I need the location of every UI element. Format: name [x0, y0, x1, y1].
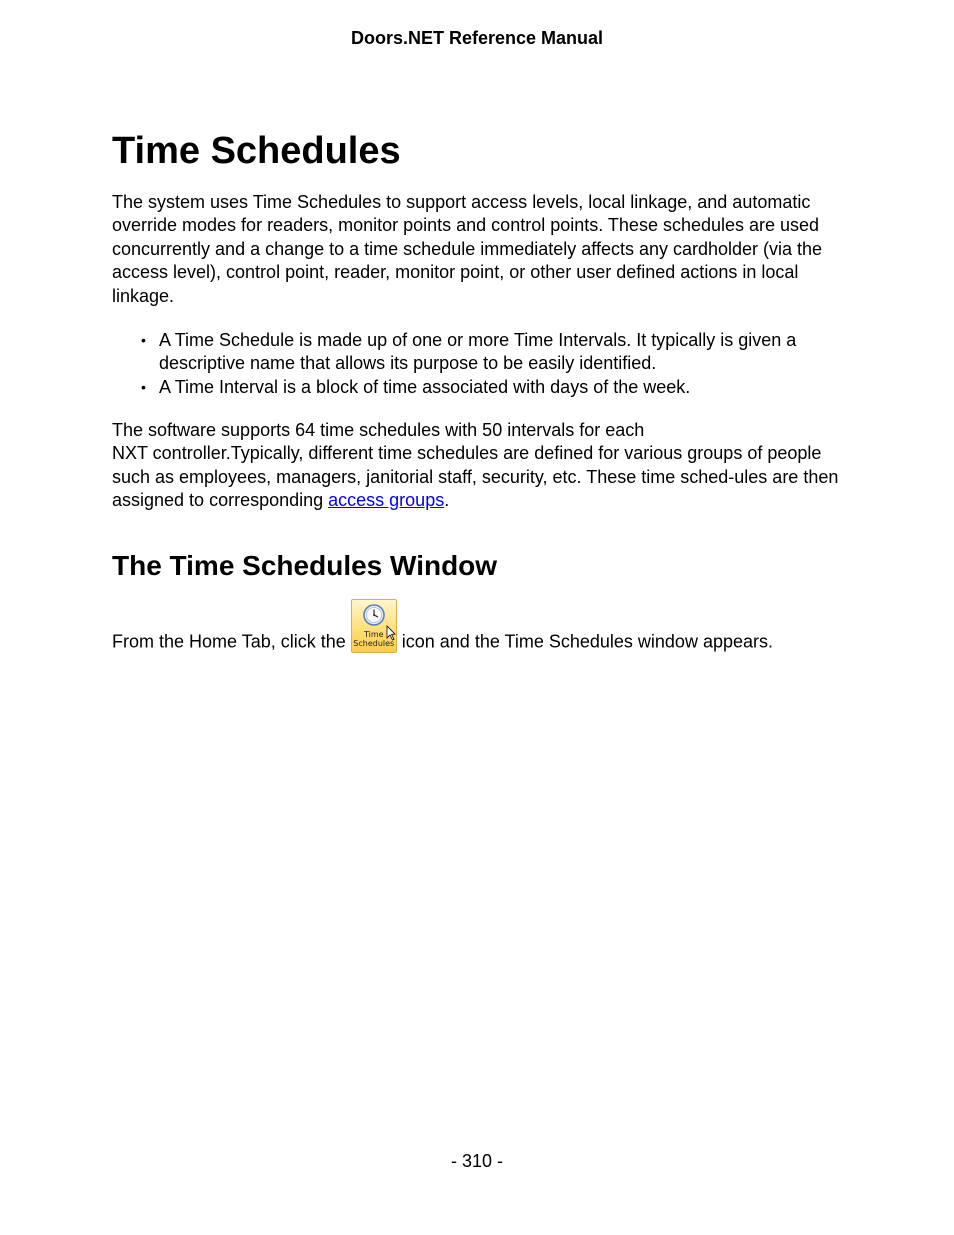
instruction-text-after: icon and the Time Schedules window appears.: [401, 631, 773, 652]
page-number: - 310 -: [450, 1151, 504, 1171]
list-item-text: A Time Schedule is made up of one or more Time Intervals. It typically is given a descriptive name that allows its purpose to be easily identified.: [159, 330, 797, 374]
list-item: [112, 329, 847, 376]
bullet-marker: •: [141, 332, 146, 348]
running-header: Doors.NET Reference Manual: [350, 28, 604, 48]
icon-label-line2: Schedules: [353, 639, 395, 648]
list-item-text: A Time Interval is a block of time associated with days of the week.: [159, 376, 691, 397]
access-groups-link[interactable]: access groups: [328, 490, 445, 511]
time-schedules-icon: [351, 599, 397, 653]
home-tab-instruction: [112, 599, 773, 659]
icon-label-line1: Time: [363, 630, 384, 639]
section-heading: The Time Schedules Window: [112, 550, 498, 581]
support-paragraph-body: NXT controller.Typically, different time schedules are defined for various groups of people such as employees, managers, janitorial staff, security, etc. These time sched-ules are then assigned to corresponding: [112, 443, 839, 511]
page-title: Time Schedules: [112, 130, 401, 172]
intro-paragraph: The system uses Time Schedules to support access levels, local linkage, and automatic override modes for readers, monitor points and control points. These schedules are used concurrently and a change to a time schedule immediately affects any cardholder (via the access level), control point, reader, monitor point, or other user defined actions in local linkage.: [112, 192, 823, 306]
bullet-list: [112, 329, 847, 399]
time-schedules-icon-label: [352, 630, 396, 648]
list-item: [112, 376, 847, 399]
support-paragraph-line1: The software supports 64 time schedules with 50 intervals for each: [112, 420, 645, 440]
support-paragraph-tail: .: [444, 490, 450, 511]
support-paragraph: [112, 419, 847, 513]
instruction-text-before: From the Home Tab, click the: [112, 631, 346, 652]
bullet-marker: •: [141, 378, 146, 395]
